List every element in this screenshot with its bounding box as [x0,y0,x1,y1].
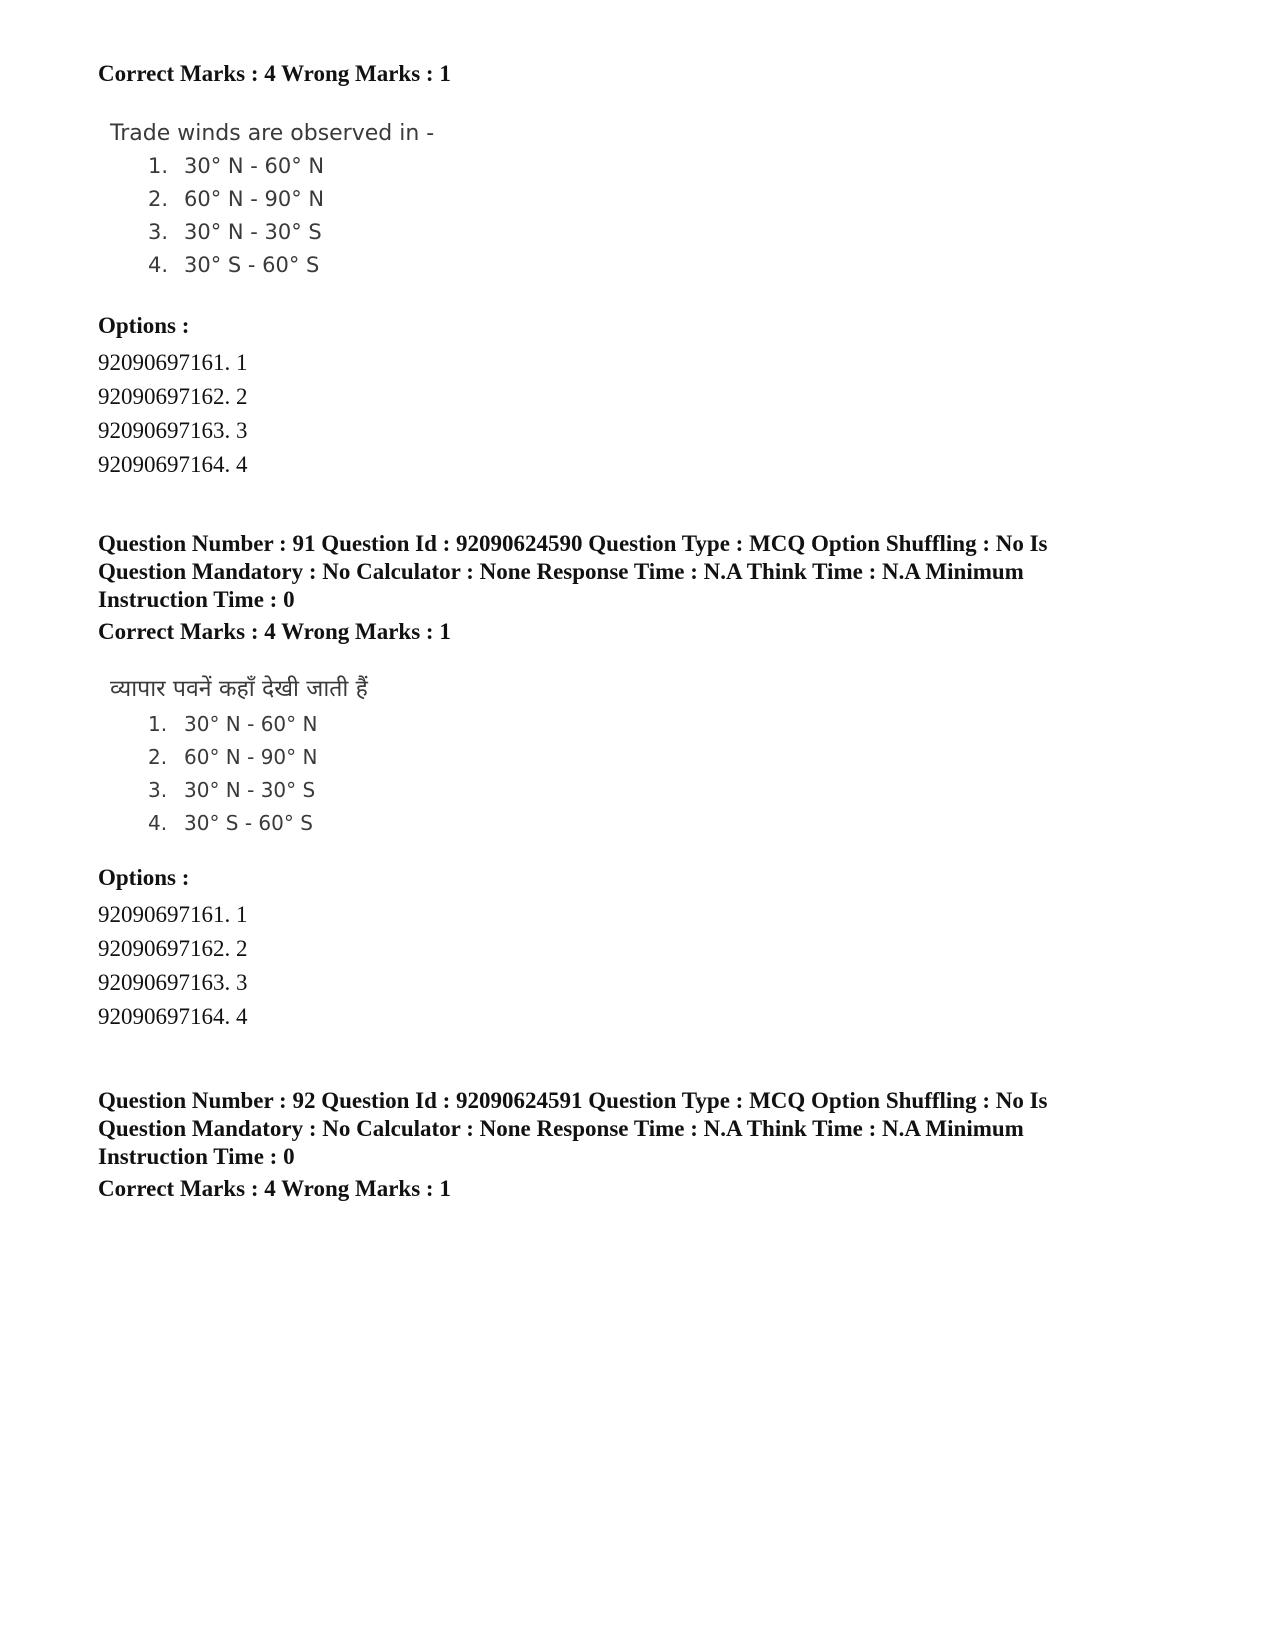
q90-option-row: 92090697164. 4 [98,452,248,477]
q91-meta-line: Question Mandatory : No Calculator : None Response Time : N.A Think Time : N.A Minimum [98,559,1024,584]
q91-choice-2: 2. 60° N - 90° N [148,745,318,769]
q91-meta-line: Question Number : 91 Question Id : 92090624590 Question Type : MCQ Option Shuffling : No Is [98,531,1048,556]
q91-meta-line: Instruction Time : 0 [98,587,295,612]
q90-option-row: 92090697163. 3 [98,418,248,443]
q91-option-row: 92090697164. 4 [98,1004,248,1029]
q91-choice-list [110,708,368,840]
q92-marks: Correct Marks : 4 Wrong Marks : 1 [98,1176,451,1201]
q90-choice-4: 4. 30° S - 60° S [148,253,320,277]
q91-option-row: 92090697163. 3 [98,970,248,995]
q91-marks: Correct Marks : 4 Wrong Marks : 1 [98,619,451,644]
q91-stem: व्यापार पवनें कहाँ देखी जाती हैं [110,676,368,702]
q90-marks: Correct Marks : 4 Wrong Marks : 1 [98,61,451,86]
q90-options [98,312,248,482]
q92-meta-line: Question Number : 92 Question Id : 92090624591 Question Type : MCQ Option Shuffling : No Is [98,1088,1048,1113]
q91-question-image [110,670,368,840]
q92-meta [98,1087,1158,1171]
q91-choice-3: 3. 30° N - 30° S [148,778,316,802]
q90-stem: Trade winds are observed in - [110,121,435,146]
q92-meta-line: Question Mandatory : No Calculator : None Response Time : N.A Think Time : N.A Minimum [98,1116,1024,1141]
q92-meta-line: Instruction Time : 0 [98,1144,295,1169]
q90-option-row: 92090697161. 1 [98,350,248,375]
q90-choice-list [110,150,434,282]
q91-option-row: 92090697162. 2 [98,936,248,961]
q91-options [98,864,248,1034]
q91-meta [98,530,1158,614]
q91-choice-4: 4. 30° S - 60° S [148,811,313,835]
q91-choice-1: 1. 30° N - 60° N [148,712,318,736]
q90-option-row: 92090697162. 2 [98,384,248,409]
q90-question-image [110,118,434,282]
q90-choice-3: 3. 30° N - 30° S [148,220,322,244]
q90-choice-2: 2. 60° N - 90° N [148,187,325,211]
q90-choice-1: 1. 30° N - 60° N [148,154,325,178]
q90-options-label: Options : [98,313,190,338]
q91-options-label: Options : [98,865,190,890]
q91-option-row: 92090697161. 1 [98,902,248,927]
